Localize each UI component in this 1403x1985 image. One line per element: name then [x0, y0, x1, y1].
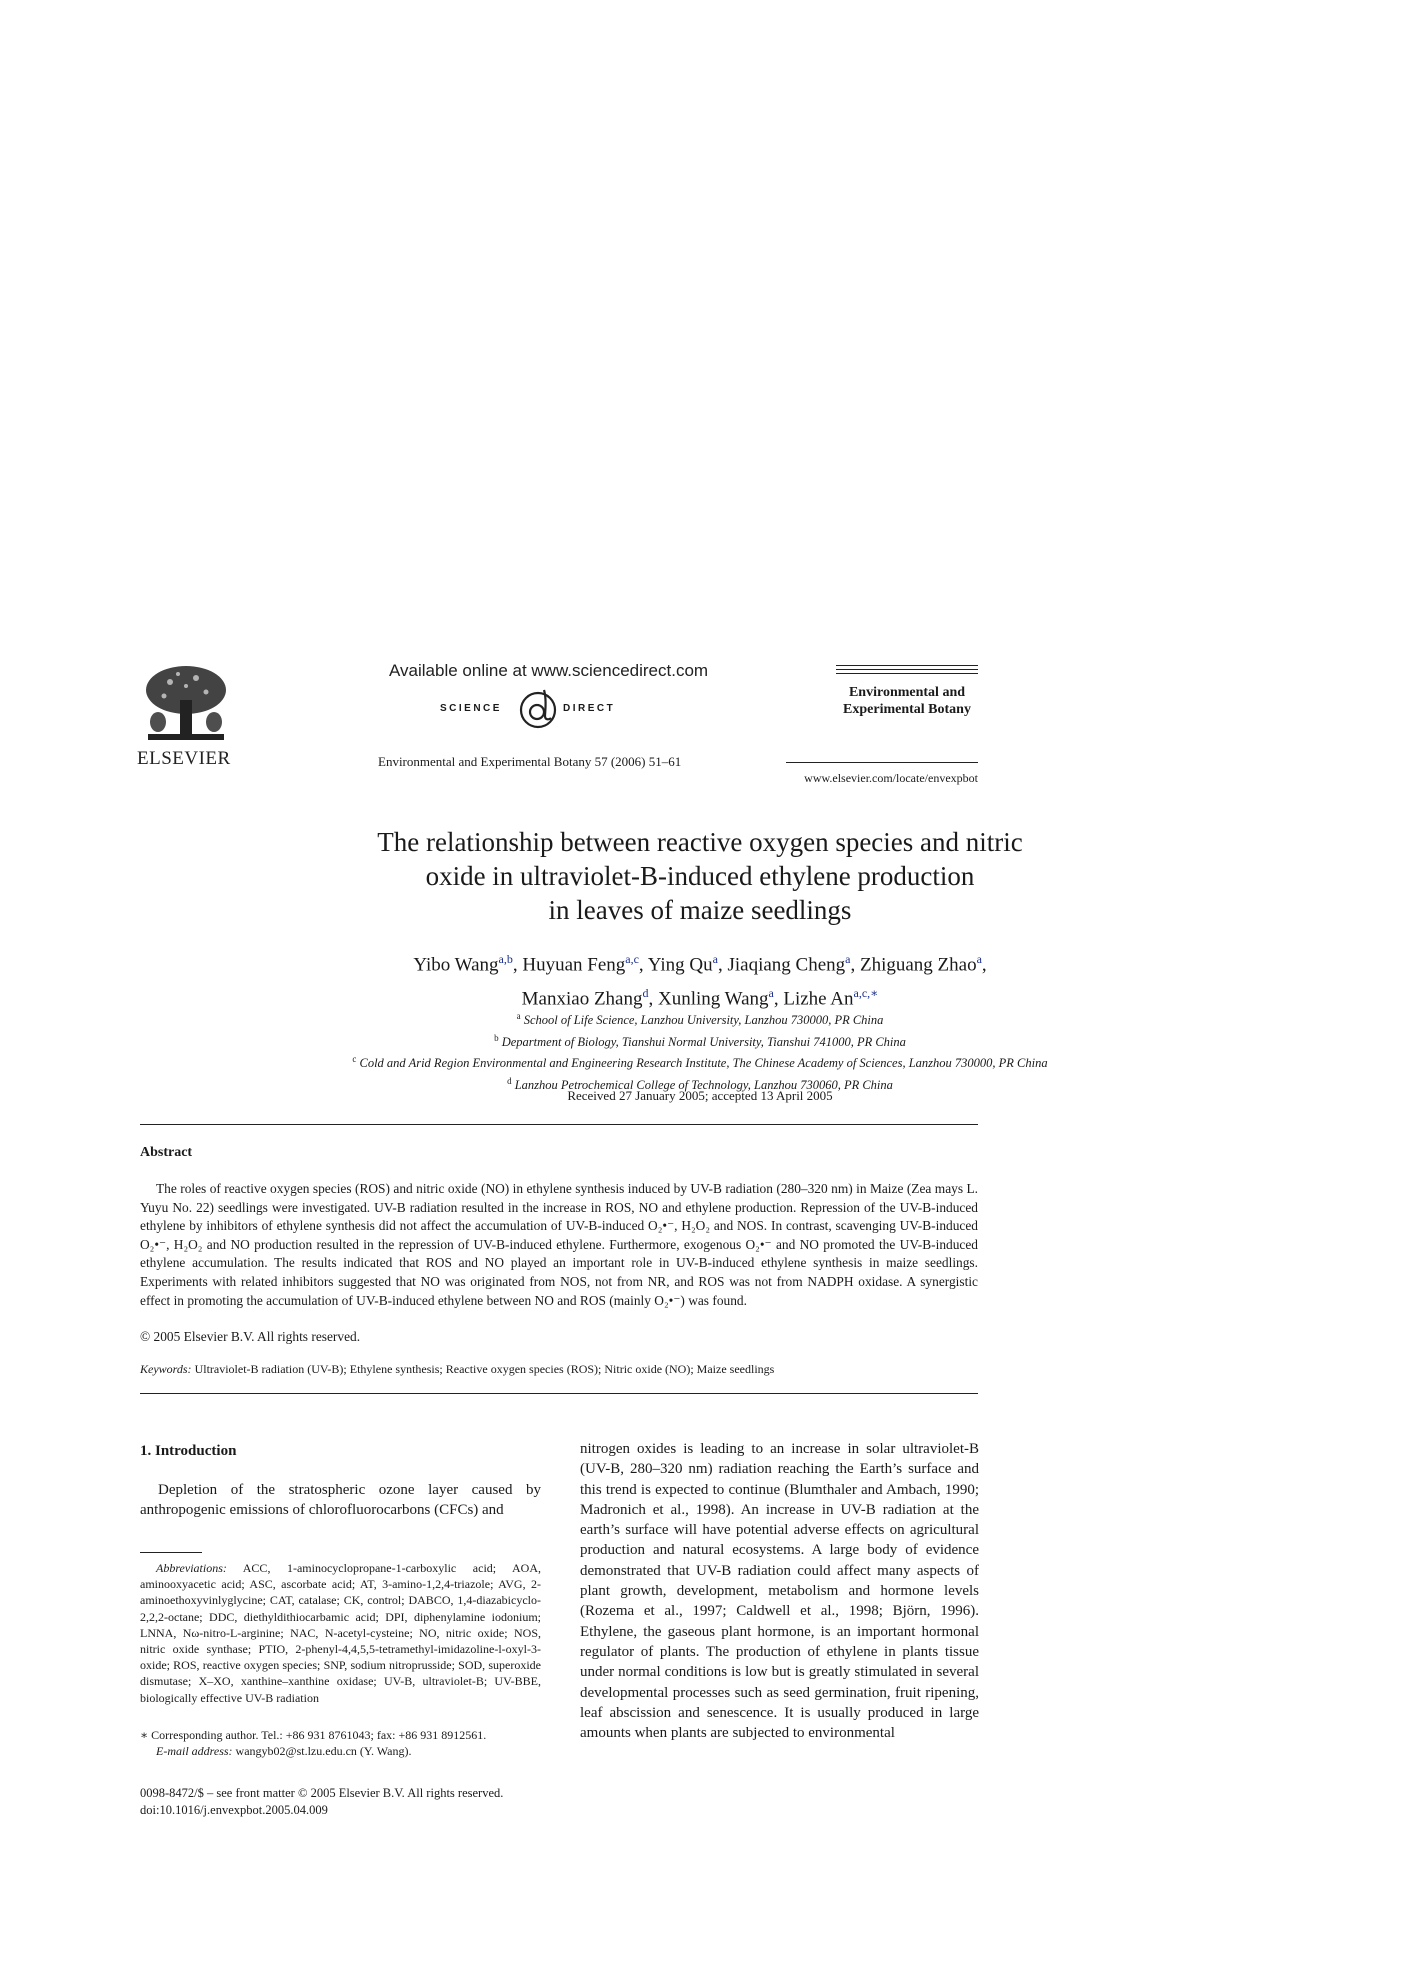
article-title	[180, 825, 1220, 927]
author-affiliation-link[interactable]: a	[712, 952, 718, 966]
paragraph: nitrogen oxides is leading to an increase in solar ultraviolet-B (UV-B, 280–320 nm) radiation reaching the Earth’s surface and this trend is expected to continue (Blumthaler and Ambach, 1990; Madronich et al., 1998). An increase in UV-B radiation at the earth’s surface will have potential adverse effects on agricultural production and natural ecosystems. A large body of evidence demonstrated that UV-B radiation could affect many aspects of plant growth, development, metabolism and hormone levels (Rozema et al., 1997; Caldwell et al., 1998; Björn, 1996). Ethylene, the gaseous plant hormone, is an important hormonal regulator of plants. The production of ethylene in plants tissue under normal conditions is low but is greatly stimulated in several developmental processes such as seed germination, fruit ripening, leaf abscission and senescence. It is usually produced in large amounts when plants are subjected to environmental	[580, 1441, 979, 1742]
title-line: The relationship between reactive oxygen species and nitric	[377, 827, 1023, 857]
email-label: E-mail address:	[156, 1744, 233, 1759]
right-column-text	[580, 1439, 979, 1743]
front-matter	[140, 1785, 541, 1819]
author-name: Huyuan Feng	[522, 954, 626, 976]
author-name: Zhiguang Zhao	[859, 954, 977, 976]
corresponding-author-footnote	[140, 1727, 541, 1759]
email-link[interactable]: wangyb02@st.lzu.edu.cn (Y. Wang).	[235, 1744, 412, 1759]
author-affiliation-link[interactable]: a	[845, 952, 851, 966]
issn-line: 0098-8472/$ – see front matter © 2005 Elsevier B.V. All rights reserved.	[140, 1786, 504, 1800]
doi-link[interactable]: doi:10.1016/j.envexpbot.2005.04.009	[140, 1803, 328, 1817]
author-affiliation-link[interactable]: a,b	[498, 952, 513, 966]
keywords-text: Ultraviolet-B radiation (UV-B); Ethylene synthesis; Reactive oxygen species (ROS); Nitric oxide (NO); Maize seedlings	[194, 1362, 775, 1376]
masthead-rule	[836, 665, 978, 666]
abbreviations-text: ACC, 1-aminocyclopropane-1-carboxylic acid; AOA, aminooxyacetic acid; ASC, ascorbate acid; AT, 3-amino-1,2,4-triazole; AVG, 2-aminoethoxyvinlyglycine; CAT, catalase; CK, control; DABCO, 1,4-diazabicyclo-2,2,2-octane; DDC, diethyldithiocarbamic acid; DPI, diphenylamine iodonium; LNNA, Nω-nitro-L-arginine; NAC, N-acetyl-cysteine; NO, nitric oxide; NOS, nitric oxide synthase; PTIO, 2-phenyl-4,4,5,5-tetramethyl-imidazoline-l-oxyl-3-oxide; ROS, reactive oxygen species; SNP, sodium nitroprusside; SOD, superoxide dismutase; X–XO, xanthine–xanthine oxidase; UV-B, ultraviolet-B; UV-BBE, biologically effective UV-B radiation	[140, 1561, 541, 1705]
corresponding-author: ∗ Corresponding author. Tel.: +86 931 8761043; fax: +86 931 8912561.	[140, 1728, 487, 1742]
footnote-rule	[140, 1552, 202, 1553]
journal-url-link[interactable]: www.elsevier.com/locate/envexpbot	[804, 771, 978, 785]
sd-left-text: SCIENCE	[440, 703, 502, 714]
author-name: Ying Qu	[647, 954, 713, 976]
author-name: Xunling Wang	[657, 988, 769, 1010]
masthead-rule	[836, 669, 978, 670]
copyright-notice: © 2005 Elsevier B.V. All rights reserved.	[140, 1329, 361, 1344]
affiliation: $^c$ Cold and Arid Region Environmental and Engineering Research Institute, The Chinese Academy of Sciences, Lanzhou 730000, PR China	[352, 1054, 1048, 1071]
paragraph: Depletion of the stratospheric ozone layer caused by anthropogenic emissions of chlorofluorocarbons (CFCs) and	[140, 1482, 541, 1519]
affiliation-list	[160, 1008, 1240, 1095]
author-list: Yibo Wang$^{a,b}$, Huyuan Feng$^{a,c}$, Ying Qu$^a$, Jiaqiang Cheng$^a$, Zhiguang Zhao$^a$, Manxiao Zhang$^d$, Xunling Wang$^a$, Lizhe $An^{a,c,∗}$	[413, 952, 987, 1010]
author-affiliation-link[interactable]: a	[768, 986, 774, 1001]
journal-citation: Environmental and Experimental Botany 57 (2006) 51–61	[378, 754, 682, 769]
author-name: Jiaqiang Cheng	[727, 954, 846, 976]
received-dates: Received 27 January 2005; accepted 13 April 2005	[567, 1088, 833, 1103]
abbreviations-footnote	[140, 1560, 541, 1706]
author-name: Yibo Wang	[413, 954, 499, 976]
abbreviations-label: Abbreviations:	[156, 1561, 227, 1575]
affiliation: $^b$ Department of Biology, Tianshui Normal University, Tianshui 741000, PR China	[494, 1032, 906, 1049]
journal-masthead	[836, 665, 978, 718]
abstract-body	[140, 1180, 978, 1310]
abstract-heading: Abstract	[140, 1145, 193, 1160]
masthead-rule	[836, 673, 978, 674]
abstract-text: The roles of reactive oxygen species (ROS) and nitric oxide (NO) in ethylene synthesis induced by UV-B radiation (280–320 nm) in Maize (Zea mays L. Yuyu No. 22) seedlings were investigated. UV-B radiation resulted in the increase in ROS, NO and ethylene production. Repression of the UV-B-induced ethylene by inhibitors of ethylene synthesis did not affect the accumulation of UV-B-induced O₂•⁻, H₂O₂ and NOS. In contrast, scavenging UV-B-induced O₂•⁻, H₂O₂ and NO production resulted in the repression of UV-B-induced ethylene. Furthermore, exogenous O₂•⁻ and NO promoted the UV-B-induced ethylene accumulation. The results indicated that ROS and NO played an important role in UV-B-induced ethylene synthesis in maize seedlings. Experiments with related inhibitors suggested that NO was originated from NOS, not from NR, and ROS was not from NADPH oxidase. A synergistic effect in promoting the accumulation of UV-B-induced ethylene between NO and ROS (mainly O₂•⁻) was found.	[140, 1181, 978, 1308]
title-line: in leaves of maize seedlings	[548, 895, 852, 925]
title-line: oxide in ultraviolet-B-induced ethylene production	[425, 861, 975, 891]
left-column-text	[140, 1480, 541, 1521]
sciencedirect-logo	[440, 686, 690, 730]
section-heading: 1. Introduction	[140, 1443, 237, 1459]
author-name: Lizhe An	[783, 988, 854, 1010]
journal-name: Environmental and Experimental Botany	[843, 685, 971, 717]
keywords	[140, 1362, 978, 1377]
author-affiliation-link[interactable]: a,c,∗	[853, 986, 879, 1001]
affiliation: $^d$ Lanzhou Petrochemical College of Technology, Lanzhou 730060, PR China	[507, 1075, 893, 1093]
affiliation: $^a$ School of Life Science, Lanzhou University, Lanzhou 730000, PR China	[516, 1011, 884, 1028]
sd-right-text: DIRECT	[563, 703, 616, 714]
author-affiliation-link[interactable]: a,c	[625, 952, 639, 966]
author-affiliation-link[interactable]: a	[976, 952, 982, 966]
section-divider	[140, 1124, 978, 1125]
keywords-label: Keywords:	[140, 1362, 192, 1376]
url-rule	[786, 762, 978, 763]
available-online-link[interactable]: Available online at www.sciencedirect.com	[389, 661, 709, 680]
publisher-name: ELSEVIER	[137, 748, 231, 769]
section-divider	[140, 1393, 978, 1394]
elsevier-tree-logo	[140, 664, 232, 742]
sciencedirect-at-icon	[517, 686, 559, 730]
author-affiliation-link[interactable]: d	[642, 986, 649, 1001]
author-name: Manxiao Zhang	[521, 988, 643, 1010]
